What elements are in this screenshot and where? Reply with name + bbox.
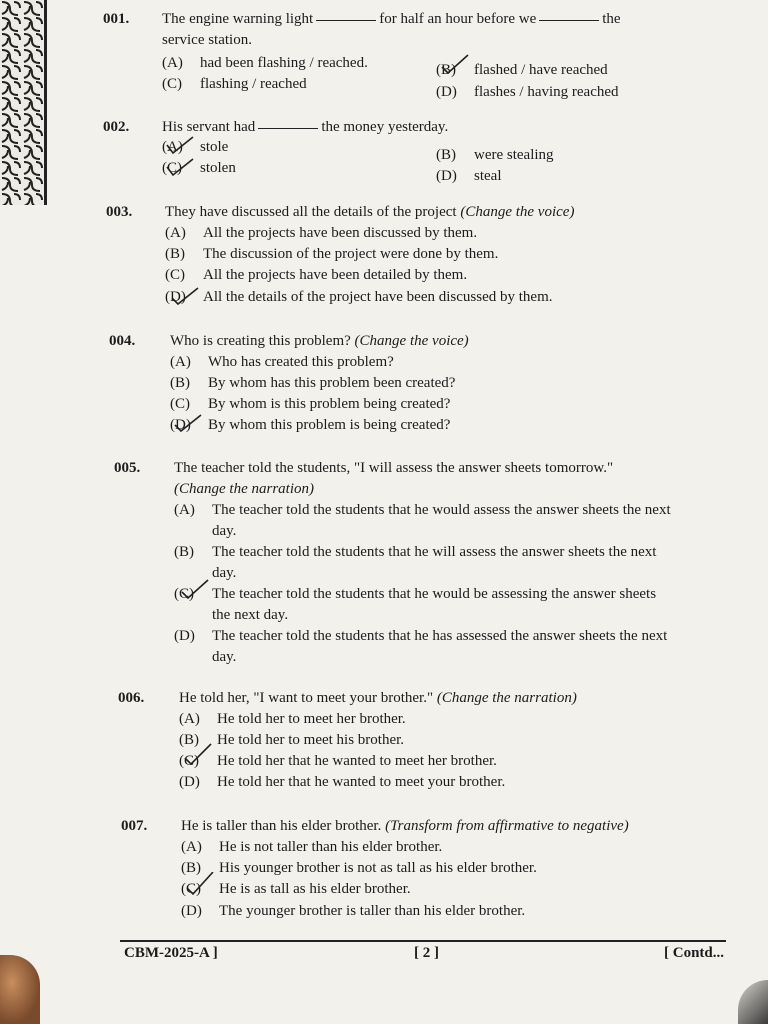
checkmark-icon xyxy=(178,578,212,602)
option-a[interactable]: (A) All the projects have been discussed by them. xyxy=(165,225,478,241)
option-b[interactable]: (B) His younger brother is not as tall as his elder brother. xyxy=(181,860,537,876)
question-stem: The teacher told the students, "I will assess the answer sheets tomorrow." xyxy=(174,460,614,476)
option-d[interactable]: (D) The younger brother is taller than his elder brother. xyxy=(181,903,526,919)
option-b[interactable]: (B) The teacher told the students that he will assess the answer sheets the next day. xyxy=(174,544,657,581)
question-number: 003. xyxy=(106,204,133,220)
option-c[interactable]: (C) The teacher told the students that he would be assessing the answer sheets the next day. xyxy=(174,586,657,623)
question-number: 004. xyxy=(109,333,136,349)
question-stem-line2: service station. xyxy=(162,32,252,48)
option-a[interactable]: (A) He is not taller than his elder brother. xyxy=(181,839,443,855)
question-004 xyxy=(109,331,749,441)
thumb-photo xyxy=(0,955,40,1024)
option-d[interactable]: (D) All the details of the project have been discussed by them. xyxy=(165,289,553,305)
option-a[interactable]: (A) He told her to meet her brother. xyxy=(179,711,406,727)
option-d[interactable]: (D) steal xyxy=(436,168,502,184)
question-stem: He is taller than his elder brother. (Transform from affirmative to negative) xyxy=(181,818,629,834)
question-stem: He told her, "I want to meet your brother." (Change the narration) xyxy=(179,690,577,706)
question-instruction: (Change the voice) xyxy=(354,333,469,349)
blank-line xyxy=(258,127,318,129)
option-d[interactable]: (D) The teacher told the students that he has assessed the answer sheets the next day. xyxy=(174,628,668,665)
paper-code: CBM-2025-A ] xyxy=(124,945,218,961)
question-number: 006. xyxy=(118,690,145,706)
option-c[interactable]: (C) He is as tall as his elder brother. xyxy=(181,881,411,897)
checkmark-icon xyxy=(183,872,217,896)
option-b[interactable]: (B) flashed / have reached xyxy=(436,62,608,78)
option-d[interactable]: (D) flashes / having reached xyxy=(436,84,619,100)
question-006 xyxy=(118,688,748,796)
question-stem: His servant had the money yesterday. xyxy=(162,119,449,135)
question-instruction: (Transform from affirmative to negative) xyxy=(385,818,629,834)
question-stem: The engine warning light for half an hour before we the xyxy=(162,11,621,27)
option-c[interactable]: (C) stolen xyxy=(162,160,236,176)
question-stem: Who is creating this problem? (Change the voice) xyxy=(170,333,469,349)
option-a[interactable]: (A) The teacher told the students that he would assess the answer sheets the next day. xyxy=(174,502,671,539)
option-a[interactable]: (A) had been flashing / reached. xyxy=(162,55,368,71)
checkmark-icon xyxy=(171,411,205,435)
border-pattern-icon xyxy=(0,0,44,205)
option-c[interactable]: (C) He told her that he wanted to meet her brother. xyxy=(179,753,497,769)
option-b[interactable]: (B) By whom has this problem been created? xyxy=(170,375,456,391)
question-instruction: (Change the voice) xyxy=(460,204,575,220)
question-number: 002. xyxy=(103,119,130,135)
question-007 xyxy=(121,816,751,926)
question-instruction: (Change the narration) xyxy=(174,481,314,497)
checkmark-icon xyxy=(438,53,472,77)
question-number: 001. xyxy=(103,11,130,27)
question-003 xyxy=(106,202,746,314)
footer-divider xyxy=(120,940,726,942)
blank-line xyxy=(539,19,599,21)
option-d[interactable]: (D) By whom this problem is being created? xyxy=(170,417,451,433)
checkmark-icon xyxy=(168,284,202,308)
question-number: 005. xyxy=(114,460,141,476)
question-number: 007. xyxy=(121,818,148,834)
question-instruction: (Change the narration) xyxy=(436,690,577,706)
continued-label: [ Contd... xyxy=(664,945,725,961)
option-c[interactable]: (C) All the projects have been detailed by them. xyxy=(165,267,468,283)
ornamental-border xyxy=(0,0,47,205)
question-002 xyxy=(103,117,743,187)
option-d[interactable]: (D) He told her that he wanted to meet your brother. xyxy=(179,774,506,790)
question-001 xyxy=(103,9,743,104)
option-c[interactable]: (C) flashing / reached xyxy=(162,76,307,92)
option-a[interactable]: (A) Who has created this problem? xyxy=(170,354,394,370)
page-number: [ 2 ] xyxy=(414,945,439,961)
option-b[interactable]: (B) The discussion of the project were done by them. xyxy=(165,246,499,262)
checkmark-icon xyxy=(181,742,215,766)
blank-line xyxy=(316,19,376,21)
option-b[interactable]: (B) were stealing xyxy=(436,147,554,163)
option-c[interactable]: (C) By whom is this problem being created? xyxy=(170,396,451,412)
page-curl xyxy=(738,980,768,1024)
option-b[interactable]: (B) He told her to meet his brother. xyxy=(179,732,405,748)
checkmark-icon xyxy=(163,155,197,179)
option-a[interactable]: (A) stole xyxy=(162,139,229,155)
checkmark-icon xyxy=(163,133,197,157)
question-005 xyxy=(114,458,754,668)
question-stem: They have discussed all the details of the project (Change the voice) xyxy=(165,204,575,220)
